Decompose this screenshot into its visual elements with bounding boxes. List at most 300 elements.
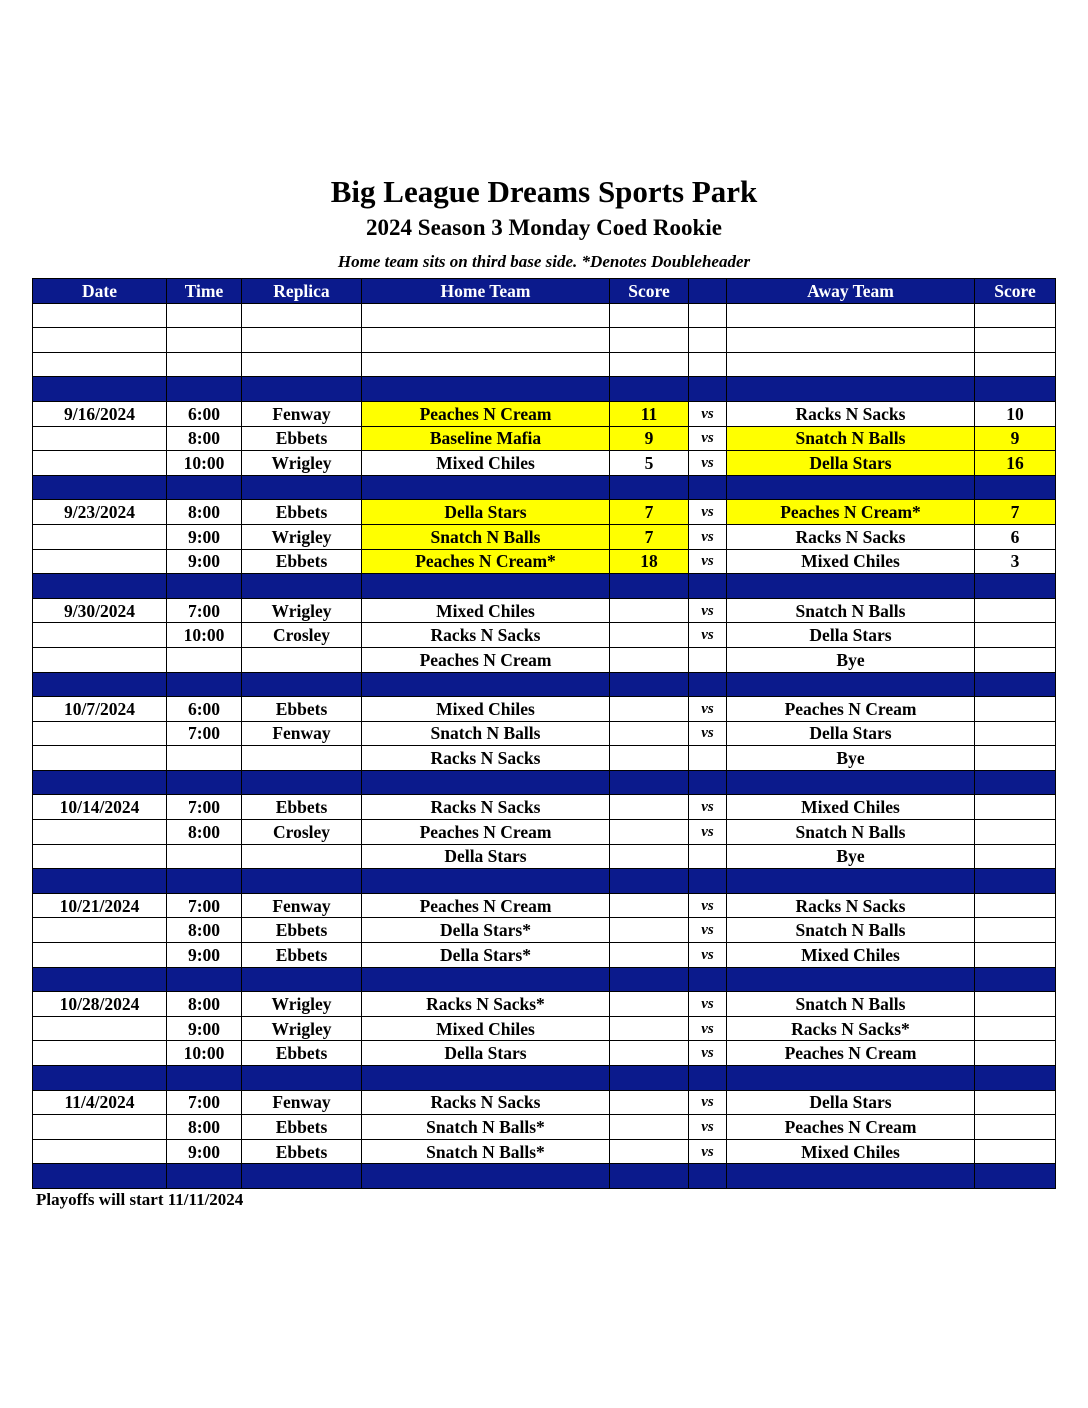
schedule-body (33, 303, 1056, 1188)
away-team-cell: Peaches N Cream (727, 1041, 975, 1066)
vs-cell: vs (689, 549, 727, 574)
vs-cell (689, 352, 727, 377)
vs-cell: vs (689, 795, 727, 820)
away-score-cell (975, 328, 1056, 353)
home-team-cell: Peaches N Cream (362, 820, 610, 845)
vs-cell: vs (689, 401, 727, 426)
home-team-cell: Mixed Chiles (362, 1016, 610, 1041)
table-row (33, 1090, 1056, 1115)
away-score-cell (975, 598, 1056, 623)
home-score-cell (610, 1041, 689, 1066)
home-score-cell (610, 623, 689, 648)
vs-cell (689, 574, 727, 599)
date-cell (33, 943, 167, 968)
time-cell: 8:00 (167, 500, 242, 525)
col-header-away-team: Away Team (727, 279, 975, 304)
table-row (33, 401, 1056, 426)
replica-cell: Crosley (242, 820, 362, 845)
vs-cell (689, 770, 727, 795)
away-team-cell: Della Stars (727, 1090, 975, 1115)
spacer-row (33, 1066, 1056, 1091)
away-score-cell (975, 893, 1056, 918)
replica-cell: Ebbets (242, 500, 362, 525)
home-team-cell (362, 303, 610, 328)
vs-cell: vs (689, 1139, 727, 1164)
away-team-cell: Snatch N Balls (727, 918, 975, 943)
home-team-cell: Mixed Chiles (362, 697, 610, 722)
replica-cell: Ebbets (242, 1115, 362, 1140)
away-score-cell (975, 1090, 1056, 1115)
replica-cell (242, 1066, 362, 1091)
replica-cell (242, 672, 362, 697)
replica-cell: Fenway (242, 721, 362, 746)
schedule-table (32, 278, 1056, 1189)
date-cell: 9/23/2024 (33, 500, 167, 525)
vs-cell: vs (689, 426, 727, 451)
away-score-cell (975, 697, 1056, 722)
col-header-away-score: Score (975, 279, 1056, 304)
date-cell (33, 1164, 167, 1189)
away-score-cell (975, 721, 1056, 746)
home-team-cell (362, 352, 610, 377)
vs-cell: vs (689, 623, 727, 648)
replica-cell: Ebbets (242, 549, 362, 574)
time-cell (167, 869, 242, 894)
home-team-cell (362, 328, 610, 353)
vs-cell (689, 844, 727, 869)
away-score-cell (975, 1164, 1056, 1189)
home-score-cell (610, 1090, 689, 1115)
vs-cell: vs (689, 918, 727, 943)
date-cell (33, 746, 167, 771)
away-score-cell (975, 795, 1056, 820)
away-team-cell: Bye (727, 844, 975, 869)
col-header-home-team: Home Team (362, 279, 610, 304)
page-title: Big League Dreams Sports Park (330, 174, 758, 209)
home-score-cell (610, 647, 689, 672)
time-cell: 6:00 (167, 697, 242, 722)
away-team-cell: Bye (727, 647, 975, 672)
home-team-cell: Della Stars* (362, 918, 610, 943)
table-row (33, 549, 1056, 574)
vs-cell (689, 328, 727, 353)
table-row (33, 918, 1056, 943)
vs-cell: vs (689, 820, 727, 845)
vs-cell (689, 746, 727, 771)
away-team-cell: Peaches N Cream* (727, 500, 975, 525)
vs-cell: vs (689, 893, 727, 918)
table-row (33, 623, 1056, 648)
time-cell (167, 1066, 242, 1091)
date-cell (33, 549, 167, 574)
date-cell (33, 1139, 167, 1164)
date-cell (33, 869, 167, 894)
date-cell: 10/14/2024 (33, 795, 167, 820)
away-team-cell: Snatch N Balls (727, 426, 975, 451)
date-cell (33, 1016, 167, 1041)
home-score-cell (610, 795, 689, 820)
date-cell (33, 377, 167, 402)
table-row (33, 844, 1056, 869)
vs-cell (689, 1066, 727, 1091)
replica-cell: Ebbets (242, 697, 362, 722)
away-team-cell: Mixed Chiles (727, 1139, 975, 1164)
vs-cell (689, 303, 727, 328)
replica-cell: Ebbets (242, 426, 362, 451)
home-team-cell: Peaches N Cream (362, 647, 610, 672)
home-team-cell: Mixed Chiles (362, 598, 610, 623)
time-cell: 8:00 (167, 820, 242, 845)
home-score-cell (610, 820, 689, 845)
home-team-cell (362, 967, 610, 992)
away-score-cell (975, 1016, 1056, 1041)
table-row (33, 943, 1056, 968)
home-score-cell: 7 (610, 500, 689, 525)
time-cell: 10:00 (167, 451, 242, 476)
time-cell: 8:00 (167, 426, 242, 451)
replica-cell (242, 1164, 362, 1189)
home-score-cell (610, 770, 689, 795)
home-team-cell: Snatch N Balls* (362, 1139, 610, 1164)
spacer-row (33, 967, 1056, 992)
table-row (33, 1139, 1056, 1164)
time-cell: 9:00 (167, 1139, 242, 1164)
date-cell (33, 328, 167, 353)
table-row (33, 451, 1056, 476)
home-score-cell (610, 918, 689, 943)
home-score-cell (610, 893, 689, 918)
col-header-replica: Replica (242, 279, 362, 304)
away-score-cell (975, 1115, 1056, 1140)
replica-cell: Crosley (242, 623, 362, 648)
time-cell (167, 303, 242, 328)
away-score-cell (975, 918, 1056, 943)
time-cell (167, 574, 242, 599)
date-cell (33, 1041, 167, 1066)
home-score-cell (610, 746, 689, 771)
away-team-cell: Snatch N Balls (727, 992, 975, 1017)
empty-row (33, 303, 1056, 328)
home-score-cell: 18 (610, 549, 689, 574)
date-cell (33, 918, 167, 943)
home-score-cell (610, 328, 689, 353)
away-score-cell (975, 377, 1056, 402)
home-score-cell (610, 475, 689, 500)
date-cell (33, 475, 167, 500)
vs-cell: vs (689, 1115, 727, 1140)
home-score-cell: 11 (610, 401, 689, 426)
away-team-cell: Peaches N Cream (727, 1115, 975, 1140)
table-row (33, 795, 1056, 820)
vs-cell: vs (689, 1090, 727, 1115)
away-score-cell (975, 992, 1056, 1017)
empty-row (33, 328, 1056, 353)
away-team-cell: Snatch N Balls (727, 598, 975, 623)
table-row (33, 1115, 1056, 1140)
replica-cell (242, 352, 362, 377)
home-team-cell (362, 377, 610, 402)
time-cell (167, 352, 242, 377)
date-cell (33, 524, 167, 549)
table-row (33, 598, 1056, 623)
away-team-cell: Mixed Chiles (727, 549, 975, 574)
date-cell (33, 844, 167, 869)
home-score-cell: 7 (610, 524, 689, 549)
home-team-cell: Della Stars* (362, 943, 610, 968)
replica-cell (242, 377, 362, 402)
date-cell (33, 721, 167, 746)
empty-row (33, 352, 1056, 377)
replica-cell: Wrigley (242, 524, 362, 549)
home-team-cell: Snatch N Balls* (362, 1115, 610, 1140)
away-score-cell (975, 475, 1056, 500)
away-score-cell (975, 672, 1056, 697)
away-team-cell (727, 967, 975, 992)
col-header-time: Time (167, 279, 242, 304)
away-score-cell (975, 1066, 1056, 1091)
away-team-cell (727, 672, 975, 697)
replica-cell (242, 770, 362, 795)
home-score-cell (610, 672, 689, 697)
home-score-cell (610, 303, 689, 328)
date-cell (33, 820, 167, 845)
away-team-cell (727, 303, 975, 328)
date-cell (33, 1115, 167, 1140)
date-cell (33, 1066, 167, 1091)
date-cell (33, 672, 167, 697)
away-score-cell (975, 574, 1056, 599)
time-cell (167, 328, 242, 353)
time-cell: 6:00 (167, 401, 242, 426)
home-team-cell (362, 1164, 610, 1189)
home-score-cell (610, 1115, 689, 1140)
time-cell: 9:00 (167, 524, 242, 549)
replica-cell: Wrigley (242, 992, 362, 1017)
away-team-cell (727, 770, 975, 795)
home-score-cell (610, 574, 689, 599)
home-score-cell (610, 844, 689, 869)
date-cell: 9/30/2024 (33, 598, 167, 623)
home-score-cell (610, 943, 689, 968)
time-cell (167, 1164, 242, 1189)
date-cell: 9/16/2024 (33, 401, 167, 426)
away-team-cell (727, 1164, 975, 1189)
time-cell: 10:00 (167, 623, 242, 648)
away-score-cell (975, 746, 1056, 771)
time-cell: 9:00 (167, 549, 242, 574)
home-team-cell (362, 672, 610, 697)
home-score-cell (610, 377, 689, 402)
home-team-cell: Racks N Sacks (362, 795, 610, 820)
away-team-cell: Della Stars (727, 721, 975, 746)
away-score-cell (975, 943, 1056, 968)
away-score-cell (975, 869, 1056, 894)
home-team-cell: Peaches N Cream (362, 401, 610, 426)
time-cell: 7:00 (167, 598, 242, 623)
time-cell: 8:00 (167, 1115, 242, 1140)
home-score-cell (610, 869, 689, 894)
home-score-cell: 9 (610, 426, 689, 451)
table-row (33, 992, 1056, 1017)
replica-cell: Ebbets (242, 1041, 362, 1066)
col-header-vs (689, 279, 727, 304)
away-score-cell: 7 (975, 500, 1056, 525)
away-score-cell: 10 (975, 401, 1056, 426)
replica-cell (242, 869, 362, 894)
away-score-cell: 6 (975, 524, 1056, 549)
vs-cell: vs (689, 500, 727, 525)
table-row (33, 1041, 1056, 1066)
away-score-cell (975, 647, 1056, 672)
table-row (33, 524, 1056, 549)
vs-cell: vs (689, 943, 727, 968)
home-score-cell (610, 992, 689, 1017)
time-cell (167, 672, 242, 697)
spacer-row (33, 672, 1056, 697)
home-team-cell: Snatch N Balls (362, 524, 610, 549)
spacer-row (33, 770, 1056, 795)
time-cell: 9:00 (167, 943, 242, 968)
vs-cell: vs (689, 1016, 727, 1041)
away-team-cell: Mixed Chiles (727, 943, 975, 968)
time-cell (167, 475, 242, 500)
away-team-cell: Della Stars (727, 623, 975, 648)
home-team-cell (362, 475, 610, 500)
time-cell: 8:00 (167, 992, 242, 1017)
home-team-cell: Della Stars (362, 844, 610, 869)
replica-cell (242, 328, 362, 353)
replica-cell: Fenway (242, 401, 362, 426)
away-team-cell (727, 1066, 975, 1091)
date-cell (33, 623, 167, 648)
vs-cell: vs (689, 524, 727, 549)
replica-cell: Ebbets (242, 1139, 362, 1164)
away-team-cell: Snatch N Balls (727, 820, 975, 845)
home-score-cell (610, 1016, 689, 1041)
vs-cell (689, 967, 727, 992)
replica-cell (242, 475, 362, 500)
table-row (33, 426, 1056, 451)
vs-cell: vs (689, 451, 727, 476)
spacer-row (33, 574, 1056, 599)
replica-cell (242, 647, 362, 672)
away-score-cell: 16 (975, 451, 1056, 476)
away-score-cell (975, 623, 1056, 648)
replica-cell: Ebbets (242, 795, 362, 820)
time-cell: 9:00 (167, 1016, 242, 1041)
time-cell (167, 377, 242, 402)
replica-cell: Ebbets (242, 918, 362, 943)
home-score-cell (610, 967, 689, 992)
away-score-cell (975, 1041, 1056, 1066)
replica-cell (242, 303, 362, 328)
replica-cell: Wrigley (242, 598, 362, 623)
home-score-cell (610, 1164, 689, 1189)
date-cell (33, 426, 167, 451)
home-team-cell: Racks N Sacks (362, 746, 610, 771)
replica-cell (242, 746, 362, 771)
spacer-row (33, 377, 1056, 402)
away-team-cell (727, 475, 975, 500)
away-score-cell (975, 967, 1056, 992)
date-cell (33, 352, 167, 377)
away-score-cell (975, 844, 1056, 869)
time-cell (167, 967, 242, 992)
table-header-row (33, 279, 1056, 304)
page-subtitle: 2024 Season 3 Monday Coed Rookie (366, 215, 722, 240)
date-cell (33, 303, 167, 328)
time-cell: 8:00 (167, 918, 242, 943)
vs-cell: vs (689, 1041, 727, 1066)
home-team-cell: Della Stars (362, 1041, 610, 1066)
home-team-cell: Racks N Sacks* (362, 992, 610, 1017)
away-score-cell: 3 (975, 549, 1056, 574)
home-score-cell: 5 (610, 451, 689, 476)
time-cell: 7:00 (167, 1090, 242, 1115)
date-cell (33, 770, 167, 795)
vs-cell (689, 1164, 727, 1189)
table-row (33, 1016, 1056, 1041)
home-team-cell: Della Stars (362, 500, 610, 525)
home-team-cell (362, 1066, 610, 1091)
vs-cell: vs (689, 598, 727, 623)
home-team-cell: Racks N Sacks (362, 623, 610, 648)
away-team-cell (727, 328, 975, 353)
spacer-row (33, 1164, 1056, 1189)
vs-cell: vs (689, 721, 727, 746)
home-score-cell (610, 721, 689, 746)
date-cell: 10/28/2024 (33, 992, 167, 1017)
date-cell (33, 451, 167, 476)
vs-cell (689, 672, 727, 697)
spacer-row (33, 475, 1056, 500)
away-score-cell (975, 770, 1056, 795)
away-team-cell: Racks N Sacks (727, 401, 975, 426)
time-cell: 7:00 (167, 795, 242, 820)
away-team-cell: Racks N Sacks (727, 524, 975, 549)
table-row (33, 500, 1056, 525)
away-score-cell (975, 303, 1056, 328)
replica-cell: Ebbets (242, 943, 362, 968)
time-cell: 7:00 (167, 721, 242, 746)
replica-cell: Fenway (242, 893, 362, 918)
time-cell (167, 647, 242, 672)
home-team-cell: Peaches N Cream* (362, 549, 610, 574)
away-team-cell: Bye (727, 746, 975, 771)
vs-cell (689, 869, 727, 894)
vs-cell (689, 647, 727, 672)
replica-cell (242, 967, 362, 992)
home-team-cell (362, 574, 610, 599)
table-row (33, 820, 1056, 845)
home-score-cell (610, 598, 689, 623)
spacer-row (33, 869, 1056, 894)
date-cell: 10/21/2024 (33, 893, 167, 918)
home-score-cell (610, 1139, 689, 1164)
replica-cell: Wrigley (242, 1016, 362, 1041)
time-cell (167, 746, 242, 771)
replica-cell (242, 844, 362, 869)
vs-cell (689, 475, 727, 500)
date-cell: 10/7/2024 (33, 697, 167, 722)
playoffs-note: Playoffs will start 11/11/2024 (36, 1190, 244, 1209)
schedule-note: Home team sits on third base side. *Denotes Doubleheader (337, 252, 751, 271)
away-team-cell: Mixed Chiles (727, 795, 975, 820)
table-row (33, 893, 1056, 918)
time-cell: 10:00 (167, 1041, 242, 1066)
home-team-cell: Peaches N Cream (362, 893, 610, 918)
table-row (33, 746, 1056, 771)
